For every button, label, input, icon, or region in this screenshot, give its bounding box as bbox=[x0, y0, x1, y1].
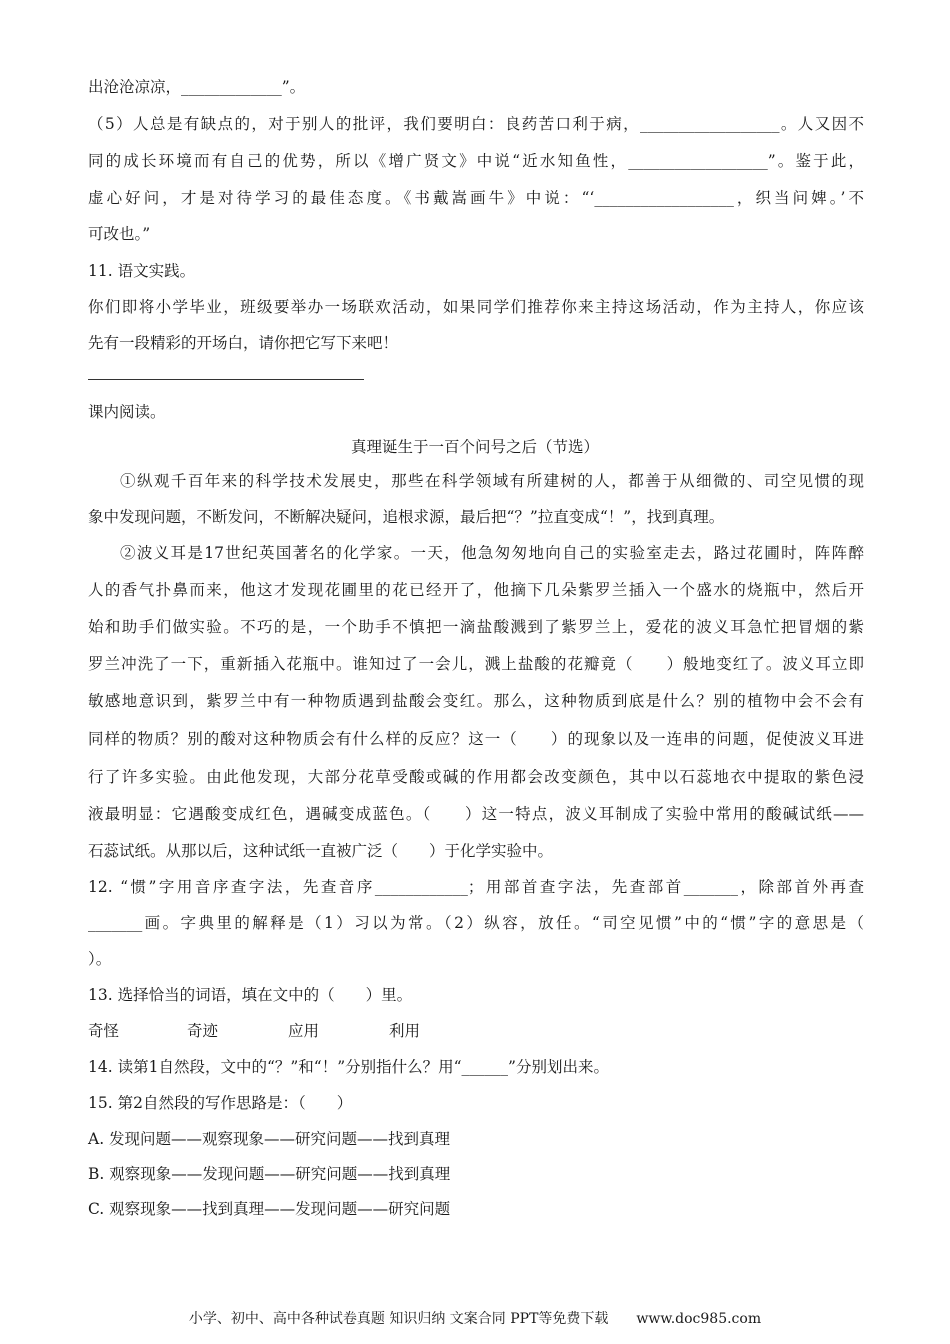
passage-line: 敏感地意识到，紫罗兰中有一种物质遇到盐酸会变红。那么，这种物质到底是什么？别的植物中会不会有 bbox=[88, 692, 864, 710]
passage-line: 液最明显：它遇酸变成红色，遇碱变成蓝色。（ ）这一特点，波义耳制成了实验中常用的酸碱试纸—— bbox=[88, 805, 864, 823]
passage-line: 罗兰冲洗了一下，重新插入花瓶中。谁知过了一会儿，溅上盐酸的花瓣竟（ ）般地变红了。波义耳立即 bbox=[88, 655, 864, 673]
text-line: 可改也。” bbox=[88, 225, 151, 243]
passage-line: 人的香气扑鼻而来，他这才发现花圃里的花已经开了，他摘下几朵紫罗兰插入一个盛水的烧瓶中，然后开 bbox=[88, 581, 864, 599]
page-footer: 小学、初中、高中各种试卷真题 知识归纳 文案合同 PPT等免费下载 www.doc985.com bbox=[188, 1311, 762, 1327]
question-12-cont: _______画。字典里的解释是（1）习以为常。（2）纵容，放任。“司空见惯”中的“惯”字的意思是（ bbox=[88, 914, 864, 932]
passage-line: ②波义耳是17世纪英国著名的化学家。一天，他急匆匆地向自己的实验室走去，路过花圃时，阵阵醉 bbox=[120, 544, 864, 562]
question-15: 15. 第2自然段的写作思路是：（ ） bbox=[88, 1094, 353, 1112]
word-option: 奇怪 bbox=[88, 1022, 120, 1040]
word-option: 应用 bbox=[288, 1022, 320, 1040]
passage-line: 石蕊试纸。从那以后，这种试纸一直被广泛（ ）于化学实验中。 bbox=[88, 842, 554, 860]
question-12: 12. “惯”字用音序查字法，先查音序____________；用部首查字法，先查部首_______，除部首外再查 bbox=[88, 878, 864, 896]
text-line: 你们即将小学毕业，班级要举办一场联欢活动，如果同学们推荐你来主持这场活动，作为主持人，你应该 bbox=[88, 298, 864, 316]
text-line: 出沧沧凉凉，_____________”。 bbox=[88, 78, 306, 96]
question-12-end: ）。 bbox=[88, 950, 112, 968]
option-b: B. 观察现象——发现问题——研究问题——找到真理 bbox=[88, 1165, 451, 1183]
text-line: 先有一段精彩的开场白，请你把它写下来吧！ bbox=[88, 334, 399, 352]
text-line: （5）人总是有缺点的，对于别人的批评，我们要明白：良药苦口利于病，__________________。人又因不 bbox=[88, 115, 864, 133]
passage-line: 行了许多实验。由此他发现，大部分花草受酸或碱的作用都会改变颜色，其中以石蕊地衣中提取的紫色浸 bbox=[88, 768, 864, 786]
text-line: 同的成长环境而有自己的优势，所以《增广贤文》中说“近水知鱼性，__________________”。鉴于此， bbox=[88, 152, 864, 170]
passage-title: 真理诞生于一百个问号之后（节选） bbox=[350, 438, 599, 456]
section-heading: 课内阅读。 bbox=[88, 403, 166, 421]
passage-line: 始和助手们做实验。不巧的是，一个助手不慎把一滴盐酸溅到了紫罗兰上，爱花的波义耳急忙把冒烟的紫 bbox=[88, 618, 864, 636]
word-option: 奇迹 bbox=[187, 1022, 219, 1040]
question-14: 14. 读第1自然段，文中的“？”和“！”分别指什么？用“______”分别划出来。 bbox=[88, 1058, 609, 1076]
passage-line: 同样的物质？别的酸对这种物质会有什么样的反应？这一（ ）的现象以及一连串的问题，促使波义耳进 bbox=[88, 730, 864, 748]
passage-line: ①纵观千百年来的科学技术发展史，那些在科学领域有所建树的人，都善于从细微的、司空见惯的现 bbox=[120, 472, 864, 490]
passage-line: 象中发现问题，不断发问，不断解决疑问，追根求源，最后把“？”拉直变成“！”，找到真理。 bbox=[88, 508, 725, 526]
answer-line bbox=[88, 379, 364, 380]
question-heading: 11. 语文实践。 bbox=[88, 262, 196, 280]
text-line: 虚心好问，才是对待学习的最佳态度。《书戴嵩画牛》中说：“‘__________________，织当问婢。’不 bbox=[88, 189, 864, 207]
option-c: C. 观察现象——找到真理——发现问题——研究问题 bbox=[88, 1200, 451, 1218]
option-a: A. 发现问题——观察现象——研究问题——找到真理 bbox=[88, 1130, 451, 1148]
word-option: 利用 bbox=[389, 1022, 421, 1040]
question-13: 13. 选择恰当的词语，填在文中的（ ）里。 bbox=[88, 986, 413, 1004]
